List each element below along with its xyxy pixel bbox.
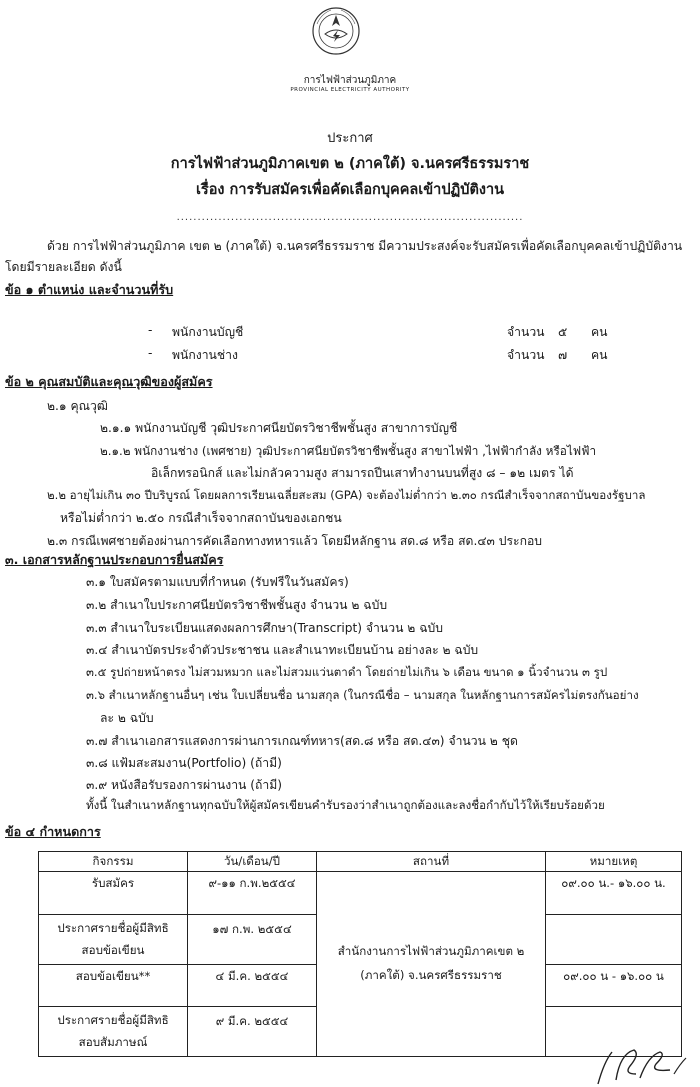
section-2-title: ข้อ ๒ คุณสมบัติและคุณวุฒิของผู้สมัคร xyxy=(5,374,213,389)
document-type: ประกาศ xyxy=(327,131,373,146)
activity-cell xyxy=(39,915,188,965)
position-count: ๕ xyxy=(558,325,568,339)
document-item: ๓.๕ รูปถ่ายหน้าตรง ไม่สวมหมวก และไม่สวมแว่นตาดำ โดยถ่ายไม่เกิน ๖ เดือน ขนาด ๑ นิ้วจำนวน ๓ รูป xyxy=(86,665,608,679)
activity-line-1: ประกาศรายชื่อผู้มีสิทธิ xyxy=(57,1012,169,1027)
issuer-title: การไฟฟ้าส่วนภูมิภาคเขต ๒ (ภาคใต้) จ.นครศรีธรรมราช xyxy=(170,156,530,172)
document-item: ๓.๓ สำเนาใบระเบียนแสดงผลการศึกษา(Transcript) จำนวน ๒ ฉบับ xyxy=(86,621,443,635)
column-header: สถานที่ xyxy=(317,852,546,872)
position-bullet: - xyxy=(148,346,153,360)
intro-line-2: โดยมีรายละเอียด ดังนี้ xyxy=(5,260,122,274)
column-header: วัน/เดือน/ปี xyxy=(188,852,317,872)
intro-line-1: ด้วย การไฟฟ้าส่วนภูมิภาค เขต ๒ (ภาคใต้) จ.นครศรีธรรมราช มีความประสงค์จะรับสมัครเพื่อคัดเลือกบุคคลเข้าปฏิบัติงาน xyxy=(47,239,683,253)
document-certification-note: ทั้งนี้ ในสำเนาหลักฐานทุกฉบับให้ผู้สมัครเขียนคำรับรองว่าสำเนาถูกต้องและลงชื่อกำกับไว้ให้เรียบร้อยด้วย xyxy=(86,798,605,812)
separator-dots: ................................................................................... xyxy=(176,212,524,223)
section-3-title: ๓. เอกสารหลักฐานประกอบการยื่นสมัคร xyxy=(5,552,224,567)
date-cell: ๑๗ ก.พ. ๒๕๕๔ xyxy=(188,915,317,965)
document-item: ๓.๙ หนังสือรับรองการผ่านงาน (ถ้ามี) xyxy=(86,778,283,792)
handwritten-signature xyxy=(590,1044,690,1087)
qualification-accountant: ๒.๑.๑ พนักงานบัญชี วุฒิประกาศนียบัตรวิชาชีพชั้นสูง สาขาการบัญชี xyxy=(100,421,458,435)
date-cell: ๙ มี.ค. ๒๕๕๔ xyxy=(188,1007,317,1057)
position-unit: คน xyxy=(591,348,608,362)
section-1-title: ข้อ ๑ ตำแหน่ง และจำนวนที่รับ xyxy=(5,282,174,297)
activity-cell: สอบข้อเขียน** xyxy=(39,965,188,1007)
note-cell xyxy=(546,915,682,965)
activity-cell: รับสมัคร xyxy=(39,872,188,915)
document-item: ๓.๖ สำเนาหลักฐานอื่นๆ เช่น ใบเปลี่ยนชื่อ นามสกุล (ในกรณีชื่อ – นามสกุล ในหลักฐานการสมัครไม่ตรงกันอย่าง xyxy=(86,688,639,702)
note-cell: ๐๙.๐๐ น - ๑๖.๐๐ น xyxy=(546,965,682,1007)
document-item: ๓.๔ สำเนาบัตรประจำตัวประชาชน และสำเนาทะเบียนบ้าน อย่างละ ๒ ฉบับ xyxy=(86,643,479,657)
document-item-continued: ละ ๒ ฉบับ xyxy=(100,711,154,725)
activity-line-2: สอบสัมภาษณ์ xyxy=(78,1034,148,1049)
date-cell: ๙-๑๑ ก.พ.๒๕๕๔ xyxy=(188,872,317,915)
org-name-english: PROVINCIAL ELECTRICITY AUTHORITY xyxy=(290,87,410,93)
date-cell: ๔ มี.ค. ๒๕๕๔ xyxy=(188,965,317,1007)
military-requirement: ๒.๓ กรณีเพศชายต้องผ่านการคัดเลือกทางทหารแล้ว โดยมีหลักฐาน สด.๘ หรือ สด.๔๓ ประกอบ xyxy=(47,534,543,548)
org-name-thai: การไฟฟ้าส่วนภูมิภาค xyxy=(303,75,397,86)
position-name: พนักงานช่าง xyxy=(172,348,238,362)
schedule-table xyxy=(38,851,682,1057)
activity-cell xyxy=(39,1007,188,1057)
note-cell: ๐๙.๐๐ น.- ๑๖.๐๐ น. xyxy=(546,872,682,915)
position-bullet: - xyxy=(148,323,153,337)
location-line-1: สำนักงานการไฟฟ้าส่วนภูมิภาคเขต ๒ xyxy=(337,944,525,958)
location-cell xyxy=(317,872,546,1057)
column-header: หมายเหตุ xyxy=(546,852,682,872)
document-item: ๓.๒ สำเนาใบประกาศนียบัตรวิชาชีพชั้นสูง จำนวน ๒ ฉบับ xyxy=(86,598,388,612)
subject-title: เรื่อง การรับสมัครเพื่อคัดเลือกบุคคลเข้าปฏิบัติงาน xyxy=(195,182,505,198)
document-item: ๓.๗ สำเนาเอกสารแสดงการผ่านการเกณฑ์ทหาร(สด.๘ หรือ สด.๔๓) จำนวน ๒ ชุด xyxy=(86,734,518,748)
age-gpa-line-1: ๒.๒ อายุไม่เกิน ๓๐ ปีบริบูรณ์ โดยผลการเรียนเฉลี่ยสะสม (GPA) จะต้องไม่ต่ำกว่า ๒.๓๐ กรณีสำเร็จจากสถาบันของรัฐบาล xyxy=(47,488,646,502)
activity-line-1: ประกาศรายชื่อผู้มีสิทธิ xyxy=(57,920,169,935)
position-count-label: จำนวน xyxy=(507,325,545,339)
activity-line-2: สอบข้อเขียน xyxy=(81,942,145,957)
document-item: ๓.๘ แฟ้มสะสมงาน(Portfolio) (ถ้ามี) xyxy=(86,756,282,770)
location-line-2: (ภาคใต้) จ.นครศรีธรรมราช xyxy=(360,968,502,982)
age-gpa-line-2: หรือไม่ต่ำกว่า ๒.๕๐ กรณีสำเร็จจากสถาบันของเอกชน xyxy=(60,511,342,525)
position-name: พนักงานบัญชี xyxy=(172,325,244,339)
qualification-technician-line-2: อิเล็กทรอนิกส์ และไม่กลัวความสูง สามารถปีนเสาทำงานบนที่สูง ๘ – ๑๒ เมตร ได้ xyxy=(151,466,574,480)
position-count: ๗ xyxy=(558,348,568,362)
document-item: ๓.๑ ใบสมัครตามแบบที่กำหนด (รับฟรีในวันสมัคร) xyxy=(86,575,349,589)
column-header: กิจกรรม xyxy=(39,852,188,872)
pea-seal-logo xyxy=(311,6,361,56)
qualification-technician-line-1: ๒.๑.๒ พนักงานช่าง (เพศชาย) วุฒิประกาศนียบัตรวิชาชีพชั้นสูง สาขาไฟฟ้า ,ไฟฟ้ากำลัง หรือไฟฟ้า xyxy=(100,444,597,458)
position-unit: คน xyxy=(591,325,608,339)
table-row xyxy=(39,872,682,915)
position-count-label: จำนวน xyxy=(507,348,545,362)
table-header-row xyxy=(39,852,682,872)
qualification-heading: ๒.๑ คุณวุฒิ xyxy=(47,399,108,413)
section-4-title: ข้อ ๔ กำหนดการ xyxy=(5,824,101,839)
